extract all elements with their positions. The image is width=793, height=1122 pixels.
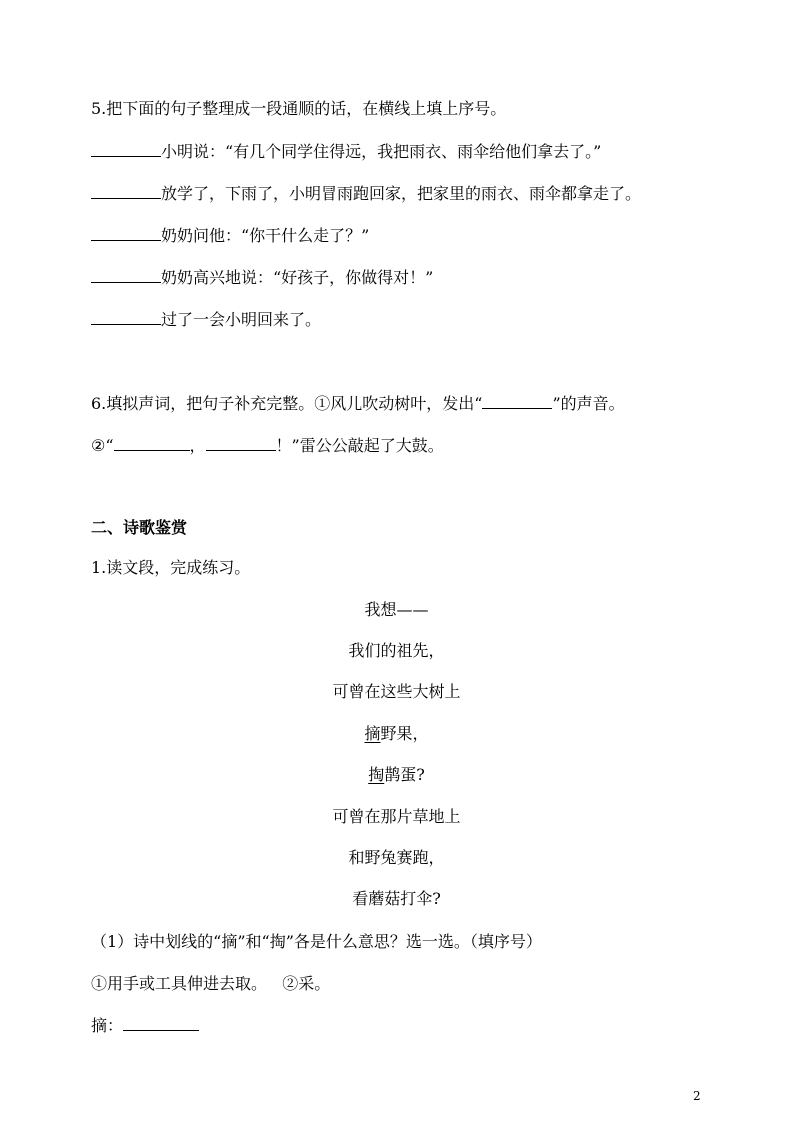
poem-line-8: 看蘑菇打伞? (352, 889, 441, 908)
poem-line-7: 和野兔赛跑， (348, 848, 445, 867)
answer-blank[interactable] (91, 184, 161, 199)
answer-blank[interactable] (91, 310, 161, 325)
answer-blank[interactable] (91, 268, 161, 283)
sub-question-1: （1）诗中划线的“摘”和“掏”各是什么意思？选一选。（填序号） (91, 932, 542, 951)
q5-item-4 (91, 268, 433, 288)
answer-blank[interactable] (482, 394, 552, 409)
answer-blank[interactable] (206, 436, 276, 451)
q6-text: ②“ (91, 436, 114, 455)
q6-line-2 (91, 436, 444, 456)
poem-question-prompt: 1.读文段，完成练习。 (91, 558, 251, 577)
answer-blank[interactable] (91, 226, 161, 241)
underlined-word: 摘 (364, 724, 381, 743)
q5-item-text: 小明说：“有几个同学住得远，我把雨衣、雨伞给他们拿去了。” (161, 142, 602, 161)
poem-line-2: 我们的祖先， (348, 641, 445, 660)
poem-line-1: 我想—— (364, 600, 429, 619)
q5-item-3 (91, 226, 369, 246)
section-heading: 二、诗歌鉴赏 (91, 518, 188, 537)
q5-item-text: 奶奶问他：“你干什么走了？” (161, 226, 370, 245)
poem-text: 鹊蛋? (384, 765, 425, 784)
answer-options: ①用手或工具伸进去取。 ②采。 (91, 974, 331, 993)
q6-text: ！”雷公公敲起了大鼓。 (275, 436, 444, 455)
q5-item-2 (91, 184, 641, 204)
underlined-word: 掏 (368, 765, 385, 784)
answer-blank[interactable] (123, 1016, 199, 1031)
poem-line-4 (0, 724, 793, 744)
q5-item-text: 奶奶高兴地说：“好孩子，你做得对！” (161, 268, 434, 287)
answer-label: 摘： (91, 1016, 124, 1035)
q6-text: ”的声音。 (552, 394, 625, 413)
q5-prompt: 5.把下面的句子整理成一段通顺的话，在横线上填上序号。 (91, 99, 507, 118)
q6-text: 6.填拟声词，把句子补充完整。①风儿吹动树叶，发出“ (91, 394, 483, 413)
q5-item-1 (91, 142, 601, 162)
poem-text: 野果， (380, 724, 429, 743)
answer-line-zhai (91, 1016, 199, 1036)
answer-blank[interactable] (91, 142, 161, 157)
q5-item-text: 过了一会小明回来了。 (161, 310, 322, 329)
q5-item-5 (91, 310, 321, 330)
page-number: 2 (693, 1089, 701, 1103)
poem-line-6: 可曾在那片草地上 (332, 807, 461, 826)
answer-blank[interactable] (114, 436, 190, 451)
poem-line-5 (0, 765, 793, 785)
q6-text: ， (189, 436, 206, 455)
q6-line-1 (91, 394, 625, 414)
poem-line-3: 可曾在这些大树上 (332, 682, 461, 701)
q5-item-text: 放学了，下雨了，小明冒雨跑回家，把家里的雨衣、雨伞都拿走了。 (161, 184, 642, 203)
